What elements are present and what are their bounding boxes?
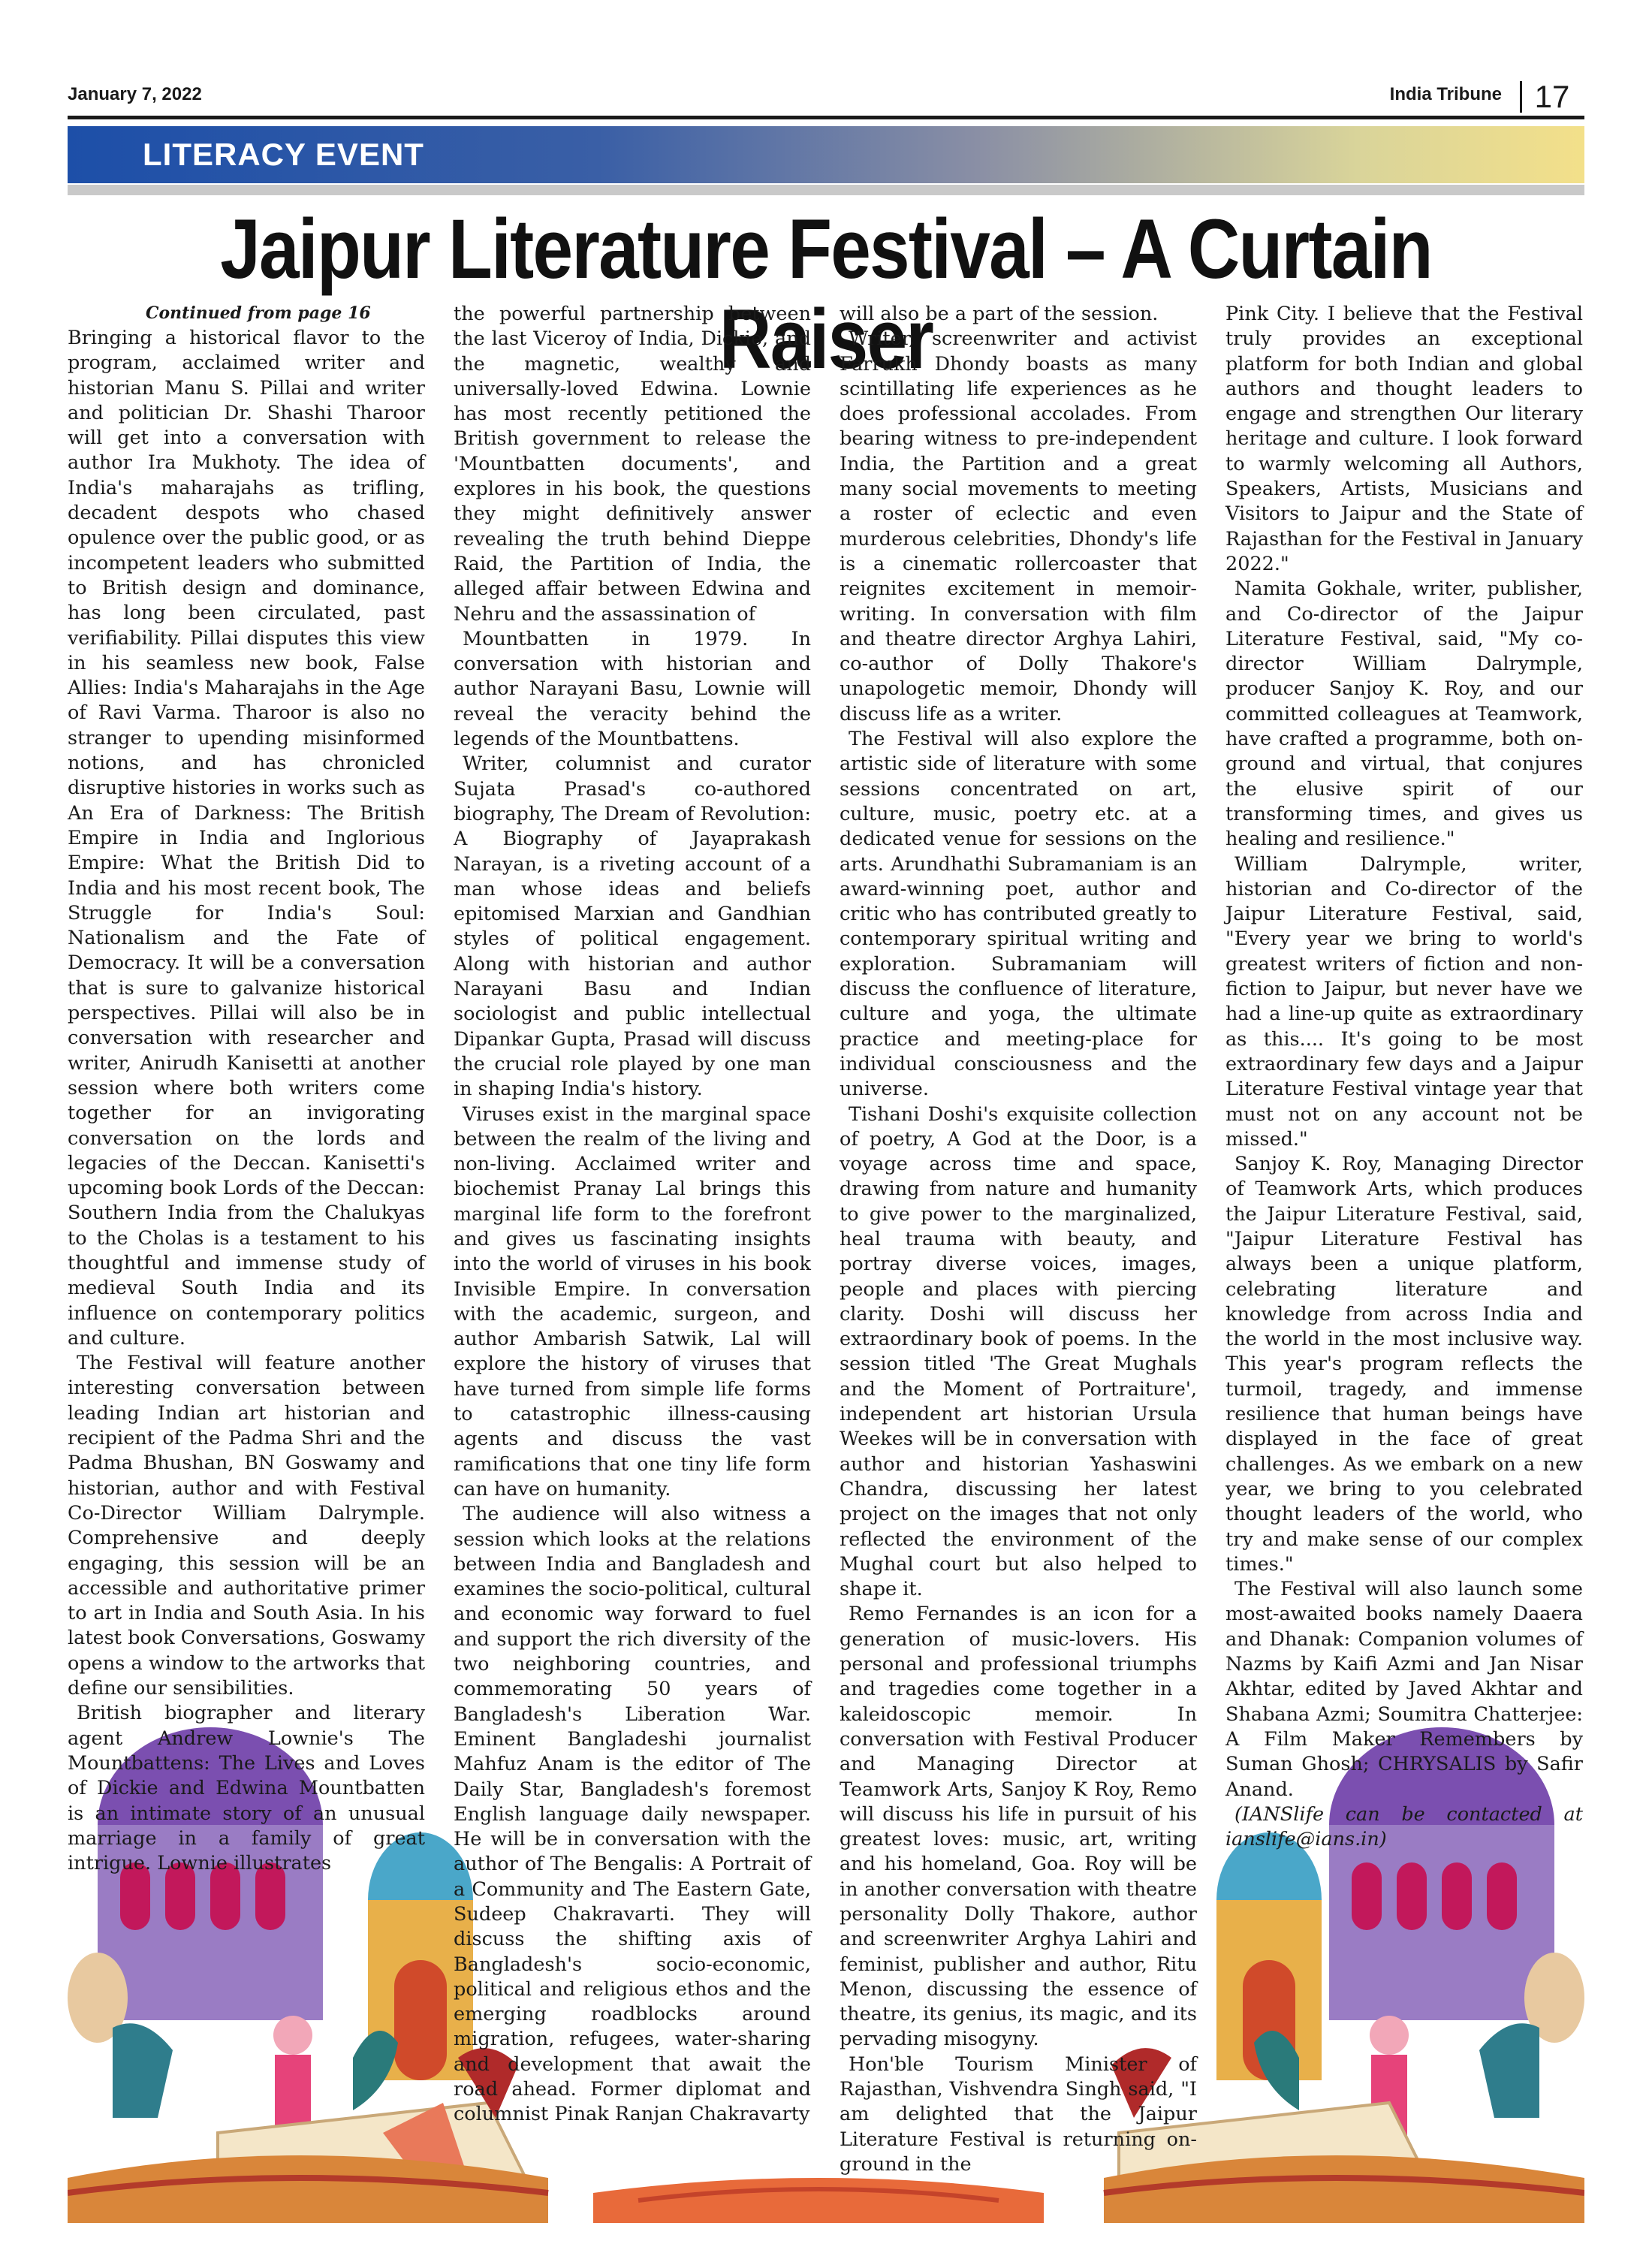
article-paragraph: Namita Gokhale, writer, publisher, and Co-director of the Jaipur Literature Festival, said, "My co-director William Dalrymple, producer Sanjoy K. Roy, and our committed colleagues at Teamwork, have crafted a programme, both on-ground and virtual, that conjures the elusive spirit of our transforming times, and gives us healing and resilience." xyxy=(1225,578,1583,851)
article-column-1 xyxy=(68,302,425,1876)
article-headline: Jaipur Literature Festival – A Curtain Raiser xyxy=(220,202,1432,386)
article-paragraph: Writer, screenwriter and activist Farrukh Dhondy boasts as many scintillating life experiences as he does professional accolades. From bearing witness to pre-independent India, the Partition and a great many social movements to meeting a roster of eclectic and even murderous celebrities, Dhondy's life is a cinematic rollercoaster that reignites excitement in memoir-writing. In conversation with film and theatre director Arghya Lahiri, co-author of Dolly Thakore's unapologetic memoir, Dhondy will discuss life as a writer. xyxy=(840,327,1197,725)
article-paragraph: Sanjoy K. Roy, Managing Director of Teamwork Arts, which produces the Jaipur Literature Festival, said, "Jaipur Literature Festival has always been a unique platform, celebrating literature and knowledge from across India and the world in the most inclusive way. This year's program reflects the turmoil, tragedy, and immense resilience that human beings have displayed in the face of great challenges. As we embark on a new year, we bring to you celebrated thought leaders of the world, who try and make sense of our complex times." xyxy=(1225,1153,1583,1576)
center-carpet xyxy=(593,2178,1044,2223)
article-paragraph: Tishani Doshi's exquisite collection of poetry, A God at the Door, is a voyage across time and space, drawing from nature and humanity to give power to the marginalized, heal trauma with beauty, and portray diverse voices, images, people and places with piercing clarity. Doshi will discuss her extraordinary book of poems. In the session titled 'The Great Mughals and the Moment of Portraiture', independent art historian Ursula Weekes will be in conversation with author and historian Yashaswini Chandra, discussing her latest project on the images that not only reflected the environment of the Mughal court but also helped to shape it. xyxy=(840,1102,1197,1601)
article-paragraph: Bringing a historical flavor to the program, acclaimed writer and historian Manu S. Pillai and writer and politician Dr. Shashi Tharoor will get into a conversation with author Ira Mukhoty. The idea of India's maharajahs as trifling, decadent despots who chased opulence over the public good, or as incompetent leaders who submitted to British design and dominance, has long been circulated, past verifiability. Pillai disputes this view in his seamless new book, False Allies: India's Maharajahs in the Age of Ravi Varma. Tharoor is also no stranger to upending misinformed notions, and has chronicled disruptive histories in works such as An Era of Darkness: The British Empire in India and Inglorious Empire: What the British Did to India and his most recent book, The Struggle for India's Soul: Nationalism and the Fate of Democracy. It will be a conversation that is sure to galvanize historical perspectives. Pillai will also be in conversation with researcher and writer, Anirudh Kanisetti at another session where both writers come together for an invigorating conversation on the lords and legacies of the Deccan. Kanisetti's upcoming book Lords of the Deccan: Southern India from the Chalukyas to the Cholas is a testament to his thoughtful and immense study of medieval South India and its influence on contemporary politics and culture. xyxy=(68,327,425,1350)
author-credit: (IANSlife can be contacted at ianslife@ians.in) xyxy=(1225,1802,1583,1851)
article-paragraph: The Festival will also launch some most-awaited books namely Daaera and Dhanak: Companion volumes of Nazms by Kaifi Azmi and Jan Nisar Akhtar, edited by Javed Akhtar and Shabana Azmi; Soumitra Chatterjee: A Film Maker Remembers by Suman Ghosh; CHRYSALIS by Safir Anand. xyxy=(1225,1578,1583,1801)
article-paragraph: William Dalrymple, writer, historian and Co-director of the Jaipur Literature Festival, said, "Every year we bring to world's greatest writers of fiction and non-fiction to Jaipur, but never have we had a line-up quite as extraordinary as this.... It's going to be most extraordinary few days and a Jaipur Literature Festival vintage year that must not on any account not be missed." xyxy=(1225,852,1583,1151)
article-paragraph: the powerful partnership between the last Viceroy of India, Dickie, and the magnetic, wealthy and universally-loved Edwina. Lownie has most recently petitioned the British government to release the 'Mountbatten documents', and explores in his book, the questions they might definitively answer revealing the truth behind Dieppe Raid, the Partition of India, the alleged affair between Edwina and Nehru and the assassination of xyxy=(454,303,811,626)
publication-name: India Tribune xyxy=(1389,84,1502,104)
article-paragraph: Remo Fernandes is an icon for a generation of music-lovers. His personal and professional triumphs and tragedies come together in a kaleidoscopic memoir. In conversation with Festival Producer and Managing Director at Teamwork Arts, Sanjoy K Roy, Remo will discuss his life in pursuit of his greatest loves: music, art, writing and his homeland, Goa. Roy will be in another conversation with theatre personality Dolly Thakore, author and screenwriter Arghya Lahiri and feminist, publisher and author, Ritu Menon, discussing the essence of theatre, its genius, its magic, and its pervading misogyny. xyxy=(840,1603,1197,2051)
article-paragraph: The audience will also witness a session which looks at the relations between India and Bangladesh and examines the socio-political, cultural and economic way forward to fuel and support the rich diversity of the two neighboring countries, and commemorating 50 years of Bangladesh's Liberation War. Eminent Bangladeshi journalist Mahfuz Anam is the editor of The Daily Star, Bangladesh's foremost English language daily newspaper. He will be in conversation with the author of The Bengalis: A Portrait of a Community and The Eastern Gate, Sudeep Chakravarti. They will discuss the shifting axis of Bangladesh's socio-economic, political and religious ethos and the emerging roadblocks around migration, refugees, water-sharing and development that await the road ahead. Former diplomat and columnist Pinak Ranjan Chakravarty xyxy=(454,1503,811,2126)
article-column-4 xyxy=(1225,302,1583,1852)
article-paragraph: will also be a part of the session. xyxy=(840,303,1159,325)
article-paragraph: Mountbatten in 1979. In conversation with historian and author Narayani Basu, Lownie will reveal the veracity behind the legends of the Mountbattens. xyxy=(454,627,811,751)
article-paragraph: The Festival will also explore the artistic side of literature with some sessions concentrated on art, culture, music, poetry etc. at a dedicated venue for sessions on the arts. Arundhathi Subramaniam is an award-winning poet, author and critic who has contributed greatly to contemporary spiritual writing and exploration. Subramaniam will discuss the confluence of literature, culture and yoga, the ultimate practice and meeting-place for individual consciousness and the universe. xyxy=(840,728,1197,1101)
section-band-underline xyxy=(68,185,1584,195)
page-number: 17 xyxy=(1520,75,1584,119)
article-column-3 xyxy=(840,302,1197,2177)
article-paragraph: British biographer and literary agent Andrew Lownie's The Mountbattens: The Lives and Loves of Dickie and Edwina Mountbatten is an intimate story of an unusual marriage in a family of great intrigue. Lownie illustrates xyxy=(68,1702,425,1875)
article-paragraph: The Festival will feature another interesting conversation between leading Indian art historian and recipient of the Padma Shri and the Padma Bhushan, BN Goswamy and historian, author and with Festival Co-Director William Dalrymple. Comprehensive and deeply engaging, this session will be an accessible and authoritative primer to art in India and South Asia. In his latest book Conversations, Goswamy opens a window to the artworks that define our sensibilities. xyxy=(68,1352,425,1700)
section-band xyxy=(68,126,1584,183)
article-paragraph: Pink City. I believe that the Festival truly provides an exceptional platform for both Indian and global authors and thought leaders to engage and strengthen Our literary heritage and culture. I look forward to warmly welcoming all Authors, Speakers, Artists, Musicians and Visitors to Jaipur and the State of Rajasthan for the Festival in January 2022." xyxy=(1225,303,1583,575)
continued-from-note: Continued from page 16 xyxy=(146,303,371,323)
article-paragraph: Writer, columnist and curator Sujata Prasad's co-authored biography, The Dream of Revolution: A Biography of Jayaprakash Narayan, is a riveting account of a man whose ideas and beliefs epitomised Marxian and Gandhian styles of political engagement. Along with historian and author Narayani Basu and Indian sociologist and public intellectual Dipankar Gupta, Prasad will discuss the crucial role played by one man in shaping India's history. xyxy=(454,753,811,1101)
page-header xyxy=(68,78,1584,114)
header-rule xyxy=(68,116,1584,119)
article-column-2 xyxy=(454,302,811,2128)
section-label: LITERACY EVENT xyxy=(143,137,424,172)
issue-date: January 7, 2022 xyxy=(68,84,202,104)
article-paragraph: Hon'ble Tourism Minister of Rajasthan, Vishvendra Singh said, "I am delighted that the Jaipur Literature Festival is returning on-ground in the xyxy=(840,2052,1197,2176)
article-paragraph: Viruses exist in the marginal space between the realm of the living and non-living. Acclaimed writer and biochemist Pranay Lal brings this marginal life form to the forefront and gives us fascinating insights into the world of viruses in his book Invisible Empire. In conversation with the academic, surgeon, and author Ambarish Satwik, Lal will explore the history of viruses that have turned from simple life forms to catastrophic illness-causing agents and discuss the vast ramifications that one tiny life form can have on humanity. xyxy=(454,1102,811,1500)
